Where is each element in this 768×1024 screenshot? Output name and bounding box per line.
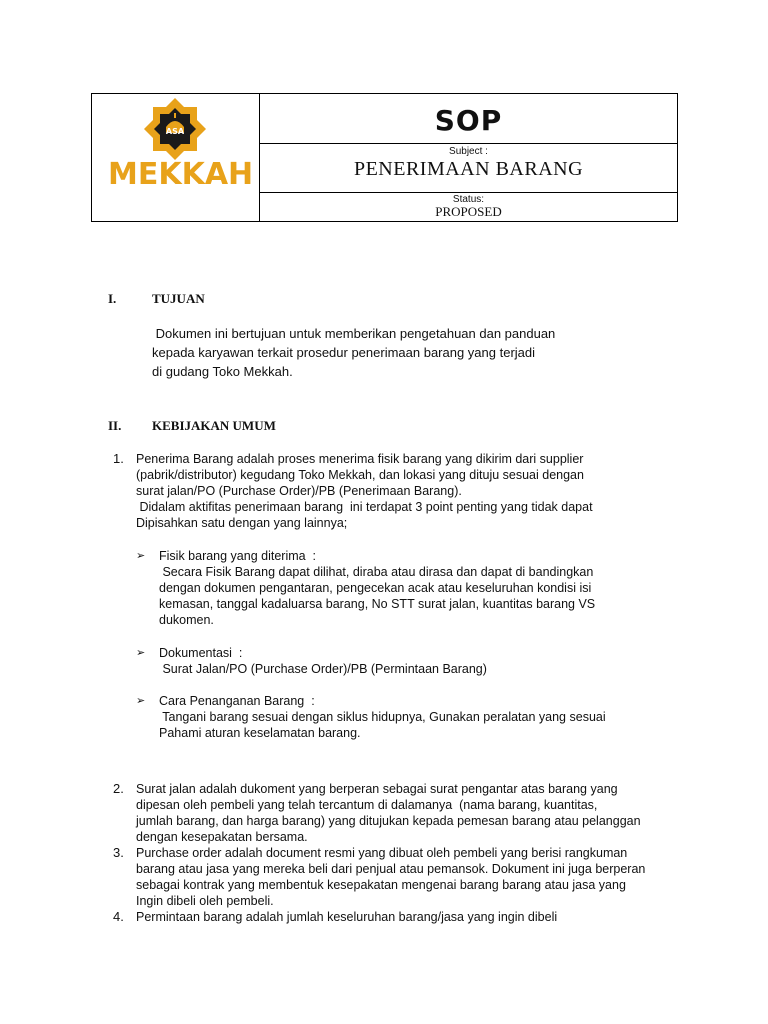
section-1-paragraph	[152, 324, 555, 381]
text-line: dukomen.	[159, 613, 214, 627]
text-line: Purchase order adalah document resmi yang dibuat oleh pembeli yang berisi rangkuman	[136, 846, 628, 860]
document-title: SOP	[434, 104, 503, 137]
list-item	[136, 451, 593, 531]
arrow-bullet-icon: ➢	[136, 647, 146, 659]
section-2-title: KEBIJAKAN UMUM	[152, 418, 276, 433]
text-line: surat jalan/PO (Purchase Order)/PB (Penerimaan Barang).	[136, 484, 462, 498]
text-line: dipesan oleh pembeli yang telah tercantum di dalamanya (nama barang, kuantitas,	[136, 798, 598, 812]
list-item	[136, 845, 645, 909]
list-number: 1.	[113, 451, 124, 466]
section-2-number: II.	[108, 418, 122, 433]
text-line: Secara Fisik Barang dapat dilihat, diraba atau dirasa dan dapat di bandingkan	[159, 565, 594, 579]
text-line: Penerima Barang adalah proses menerima fisik barang yang dikirim dari supplier	[136, 452, 584, 466]
text-line: jumlah barang, dan harga barang) yang ditujukan kepada pemesan barang atau pelanggan	[136, 814, 641, 828]
list-item	[136, 781, 641, 845]
status-value: PROPOSED	[435, 204, 502, 219]
text-line: Tangani barang sesuai dengan siklus hidupnya, Gunakan peralatan yang sesuai	[159, 710, 606, 724]
text-line: kepada karyawan terkait prosedur penerimaan barang yang terjadi	[152, 345, 536, 360]
list-number: 4.	[113, 909, 124, 924]
text-line: kemasan, tanggal kadaluarsa barang, No STT surat jalan, kuantitas barang VS	[159, 597, 596, 611]
arrow-bullet-icon: ➢	[136, 550, 146, 562]
text-line: Permintaan barang adalah jumlah keseluruhan barang/jasa yang ingin dibeli	[136, 910, 558, 924]
list-item	[136, 909, 557, 925]
logo-text: MEKKAH	[108, 157, 254, 192]
text-line: Surat jalan adalah dukoment yang berperan sebagai surat pengantar atas barang yang	[136, 782, 618, 796]
section-1-number: I.	[108, 291, 117, 306]
subject-row	[260, 144, 677, 193]
status-label: Status:	[452, 194, 485, 205]
title-row	[260, 94, 677, 144]
text-line: Cara Penanganan Barang :	[159, 694, 315, 708]
text-line: dengan kesepakatan bersama.	[136, 830, 308, 844]
text-line: barang atau jasa yang mereka beli dari penjual atau pemansok. Dokument ini juga berperan	[136, 862, 646, 876]
text-line: Dokumentasi :	[159, 646, 243, 660]
bullet-item	[159, 548, 595, 628]
bullet-item	[159, 693, 606, 741]
text-line: (pabrik/distributor) kegudang Toko Mekkah, dan lokasi yang dituju sesuai dengan	[136, 468, 584, 482]
bullet-item	[159, 645, 487, 677]
text-line: di gudang Toko Mekkah.	[152, 364, 293, 379]
list-number: 2.	[113, 781, 124, 796]
subject-value: PENERIMAAN BARANG	[353, 158, 584, 180]
status-row	[260, 193, 677, 221]
text-line: Dipisahkan satu dengan yang lainnya;	[136, 516, 348, 530]
text-line: dengan dokumen pengantaran, pengecekan acak atau keseluruhan kondisi isi	[159, 581, 592, 595]
logo-cell	[92, 94, 260, 221]
arrow-bullet-icon: ➢	[136, 695, 146, 707]
emblem-text: ASA	[165, 127, 185, 136]
text-line: sebagai kontrak yang membentuk kesepakatan mengenai barang barang atau jasa yang	[136, 878, 626, 892]
text-line: Didalam aktifitas penerimaan barang ini terdapat 3 point penting yang tidak dapat	[136, 500, 593, 514]
text-line: Surat Jalan/PO (Purchase Order)/PB (Permintaan Barang)	[159, 662, 487, 676]
section-1-title: TUJUAN	[152, 291, 205, 306]
text-line: Pahami aturan keselamatan barang.	[159, 726, 361, 740]
header-table	[91, 93, 678, 222]
text-line: Dokumen ini bertujuan untuk memberikan pengetahuan dan panduan	[152, 326, 556, 341]
text-line: Fisik barang yang diterima :	[159, 549, 317, 563]
text-line: Ingin dibeli oleh pembeli.	[136, 894, 274, 908]
list-number: 3.	[113, 845, 124, 860]
subject-label: Subject :	[449, 146, 488, 157]
